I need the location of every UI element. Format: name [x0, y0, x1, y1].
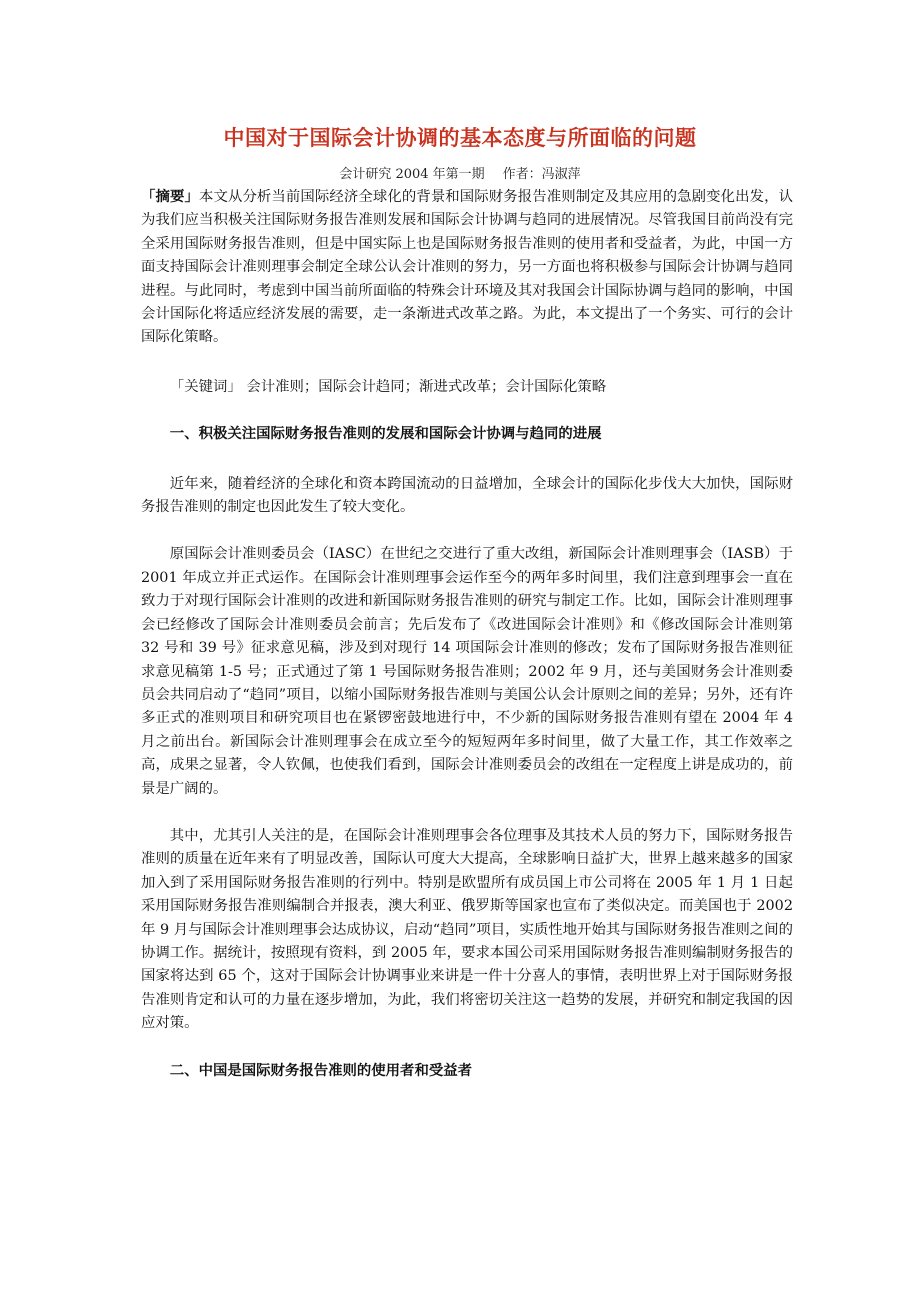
abstract-paragraph: [141, 186, 793, 350]
keywords-text: 会计准则；国际会计趋同；渐进式改革；会计国际化策略: [246, 378, 607, 395]
article-body: [141, 186, 793, 1083]
section-heading-2: 二、中国是国际财务报告准则的使用者和受益者: [169, 1062, 473, 1079]
body-paragraph: 近年来，随着经济的全球化和资本跨国流动的日益增加，全球会计的国际化步伐大大加快，国际财务报告准则的制定也因此发生了较大变化。: [141, 475, 793, 516]
abstract-label: 「摘要」: [141, 189, 199, 205]
author-line: 作者：冯淑萍: [502, 167, 581, 182]
document-byline: [0, 163, 920, 182]
abstract-text: 本文从分析当前国际经济全球化的背景和国际财务报告准则制定及其应用的急剧变化出发，认为我们应当积极关注国际财务报告准则发展和国际会计协调与趋同的进展情况。尽管我国目前尚没有完全采用国际财务报告准则，但是中国实际上也是国际财务报告准则的使用者和受益者，为此，中国一方面支持国际会计准则理事会制定全球公认会计准则的努力，另一方面也将积极参与国际会计协调与趋同进程。与此同时，考虑到中国当前所面临的特殊会计环境及其对我国会计国际协调与趋同的影响，中国会计国际化将适应经济发展的需要，走一条渐进式改革之路。为此，本文提出了一个务实、可行的会计国际化策略。: [141, 189, 793, 346]
body-paragraph: 其中，尤其引人关注的是，在国际会计准则理事会各位理事及其技术人员的努力下，国际财务报告准则的质量在近年来有了明显改善，国际认可度大大提高，全球影响日益扩大，世界上越来越多的国家加入到了采用国际财务报告准则的行列中。特别是欧盟所有成员国上市公司将在 2005 年 1 月 1 日起采用国际财务报告准则编制合并报表，澳大利亚、俄罗斯等国家也宣布了类似决定。而美国也于 2002 年 9 月与国际会计准则理事会达成协议，启动“趋同”项目，实质性地开始其与国际财务报告准则之间的协调工作。据统计，按照现有资料，到 2005 年，要求本国公司采用国际财务报告准则编制财务报告的国家将达到 65 个，这对于国际会计协调事业来讲是一件十分喜人的事情，表明世界上对于国际财务报告准则肯定和认可的力量在逐步增加，为此，我们将密切关注这一趋势的发展，并研究和制定我国的因应对策。: [141, 827, 793, 1032]
section-heading-1: 一、积极关注国际财务报告准则的发展和国际会计协调与趋同的进展: [169, 426, 602, 443]
keywords-paragraph: [141, 376, 793, 399]
document-title: 中国对于国际会计协调的基本态度与所面临的问题: [223, 126, 697, 150]
keywords-label: 「关键词」: [169, 378, 242, 395]
journal-source: 会计研究 2004 年第一期: [339, 167, 485, 182]
body-paragraph: 原国际会计准则委员会（IASC）在世纪之交进行了重大改组，新国际会计准则理事会（IASB）于 2001 年成立并正式运作。在国际会计准则理事会运作至今的两年多时间里，我们注意到理事会一直在致力于对现行国际会计准则的改进和新国际财务报告准则的研究与制定工作。比如，国际会计准则理事会已经修改了国际会计准则委员会前言；先后发布了《改进国际会计准则》和《修改国际会计准则第 32 号和 39 号》征求意见稿，涉及到对现行 14 项国际会计准则的修改；发布了国际财务报告准则征求意见稿第 1-5 号；正式通过了第 1 号国际财务报告准则；2002 年 9 月，还与美国财务会计准则委员会共同启动了“趋同”项目，以缩小国际财务报告准则与美国公认会计原则之间的差异；另外，还有许多正式的准则项目和研究项目也在紧锣密鼓地进行中，不少新的国际财务报告准则有望在 2004 年 4 月之前出台。新国际会计准则理事会在成立至今的短短两年多时间里，做了大量工作，其工作效率之高，成果之显著，令人钦佩，也使我们看到，国际会计准则委员会的改组在一定程度上讲是成功的，前景是广阔的。: [141, 546, 793, 797]
